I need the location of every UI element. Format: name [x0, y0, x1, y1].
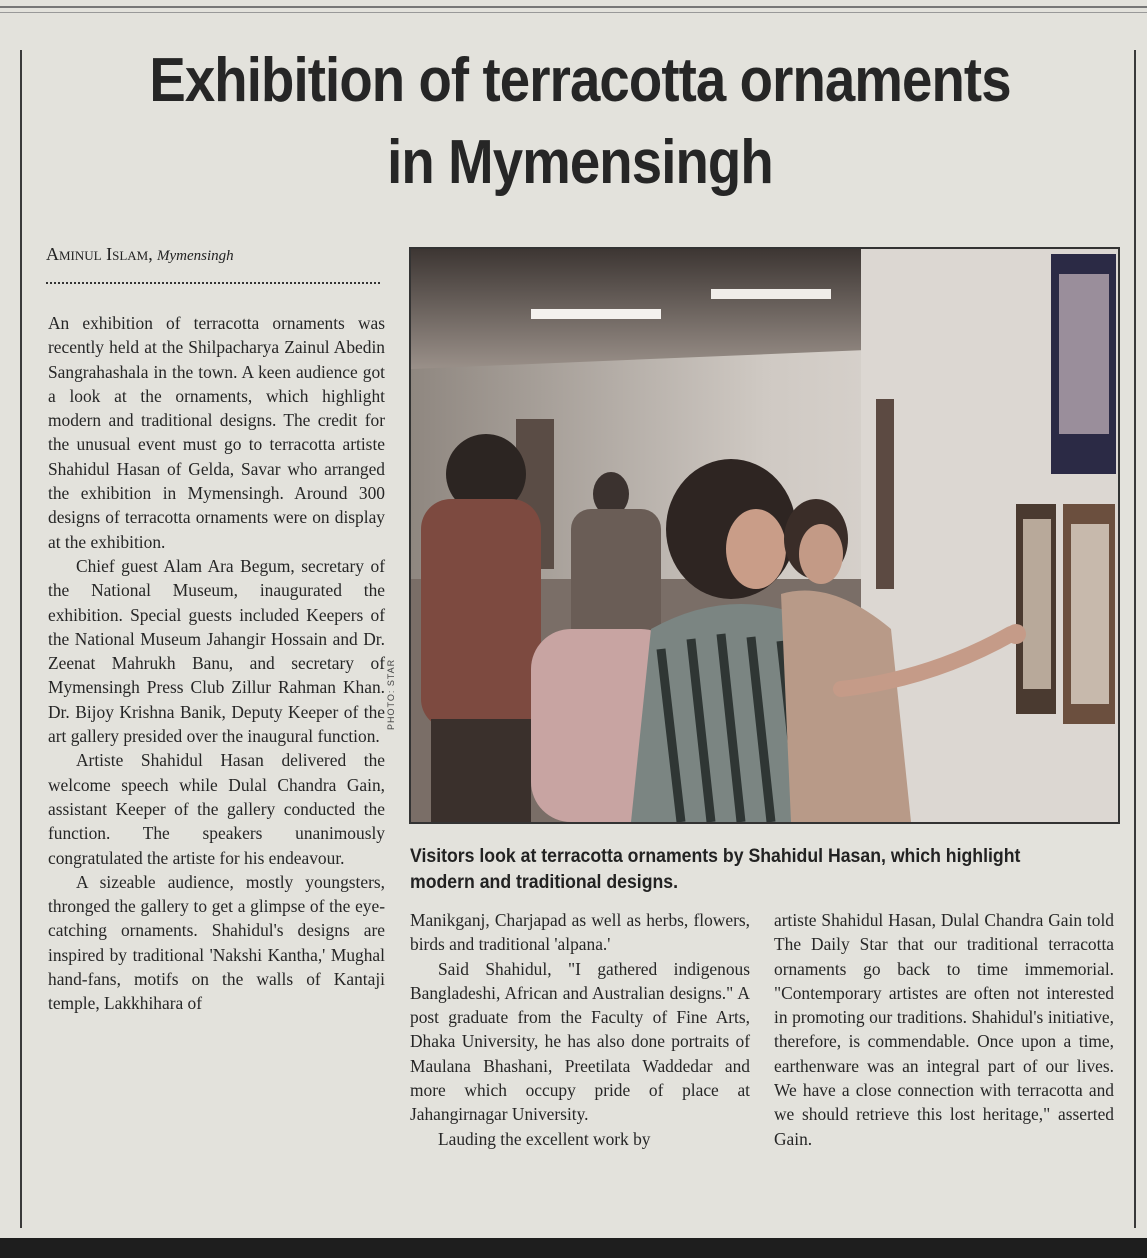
column-2: [410, 908, 750, 1151]
byline-divider: [46, 282, 380, 284]
top-rule-thin: [0, 12, 1147, 13]
photo-visitors-gallery: [411, 249, 1118, 822]
headline: [105, 40, 1055, 204]
headline-line-1: Exhibition of terracotta ornaments: [149, 46, 1011, 115]
photo-credit: PHOTO: STAR: [386, 658, 396, 730]
article-photo: [409, 247, 1120, 824]
paragraph: Manikganj, Charjapad as well as herbs, flowers, birds and traditional 'alpana.': [410, 910, 750, 955]
paragraph: artiste Shahidul Hasan, Dulal Chandra Gain told The Daily Star that our traditional terracotta ornaments go back to time immemorial. "Contemporary artistes are often not interested in promoting our traditions. Shahidul's initiative, therefore, is commendable. Once upon a time, earthenware was an integral part of our lives. We have a close connection with terracotta and we should retrieve this lost heritage," asserted Gain.: [774, 910, 1114, 1149]
column-3: [774, 908, 1114, 1151]
headline-line-2: in Mymensingh: [387, 128, 773, 197]
photo-caption: Visitors look at terracotta ornaments by Shahidul Hasan, which highlight modern and traditional designs.: [410, 846, 1021, 893]
paragraph: Said Shahidul, "I gathered indigenous Bangladeshi, African and Australian designs." A post graduate from the Faculty of Fine Arts, Dhaka University, he has also done portraits of Maulana Bhashani, Preetilata Waddedar and more which occupy pride of place at Jahangirnagar University.: [410, 958, 750, 1125]
byline: [46, 244, 234, 265]
author-name: Aminul Islam,: [46, 244, 153, 264]
column-1: [48, 311, 385, 1016]
page-shadow: [0, 1238, 1147, 1258]
paragraph: Lauding the excellent work by: [438, 1128, 651, 1149]
paragraph: Chief guest Alam Ara Begum, secretary of the National Museum, inaugurated the exhibition. Special guests included Keepers of the National Museum Jahangir Hossain and Dr. Zeenat Mahrukh Banu, and secretary of Mymensingh Press Club Zillur Rahman Khan. Dr. Bijoy Krishna Banik, Deputy Keeper of the art gallery presided over the inaugural function.: [48, 555, 385, 747]
top-rule: [0, 6, 1147, 8]
paragraph: A sizeable audience, mostly youngsters, thronged the gallery to get a glimpse of the eye-catching ornaments. Shahidul's designs are inspired by traditional 'Nakshi Kantha,' Mughal hand-fans, motifs on the walls of Kantaji temple, Lakkhihara of: [48, 871, 385, 1014]
paragraph: An exhibition of terracotta ornaments was recently held at the Shilpacharya Zainul Abedin Sangrahashala in the town. A keen audience got a look at the ornaments, which highlight modern and traditional designs. The credit for the unusual event must go to terracotta artiste Shahidul Hasan of Gelda, Savar who arranged the exhibition in Mymensingh. Around 300 designs of terracotta ornaments were on display at the exhibition.: [48, 313, 385, 552]
paragraph: Artiste Shahidul Hasan delivered the welcome speech while Dulal Chandra Gain, assistant Keeper of the gallery conducted the function. The speakers unanimously congratulated the artiste for his endeavour.: [48, 750, 385, 868]
author-location: Mymensingh: [156, 248, 234, 264]
